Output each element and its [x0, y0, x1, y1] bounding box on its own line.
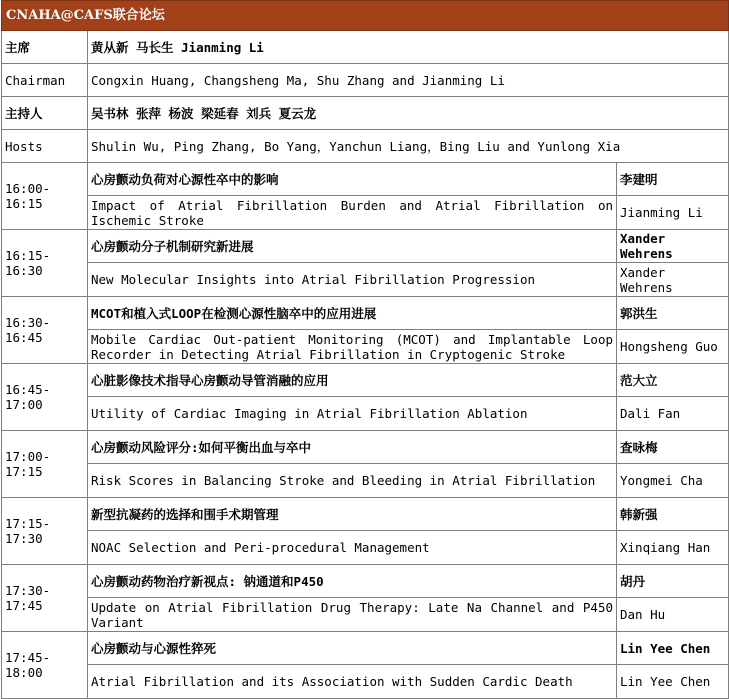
session-time-end: 16:15: [5, 196, 43, 211]
session-cn-row: [2, 498, 729, 531]
session-en-topic: Update on Atrial Fibrillation Drug Therapy: Late Na Channel and P450 Variant: [88, 598, 617, 632]
host-cn-row: [2, 97, 729, 130]
session-en-row: [2, 665, 729, 699]
session-time: [2, 632, 88, 699]
session-time-end: 17:45: [5, 598, 43, 613]
session-time-end: 16:30: [5, 263, 43, 278]
session-time-end: 18:00: [5, 665, 43, 680]
host-en-label: Hosts: [2, 130, 88, 163]
host-cn-label: 主持人: [2, 97, 88, 130]
host-cn-value: 吴书林 张萍 杨波 梁延春 刘兵 夏云龙: [88, 97, 729, 130]
session-time-end: 17:15: [5, 464, 43, 479]
session-time: [2, 565, 88, 632]
session-cn-topic: 心脏影像技术指导心房颤动导管消融的应用: [88, 364, 617, 397]
chair-en-label: Chairman: [2, 64, 88, 97]
session-cn-speaker: 查咏梅: [617, 431, 729, 464]
session-cn-topic: 心房颤动药物治疗新视点: 钠通道和P450: [88, 565, 617, 598]
session-cn-speaker: 李建明: [617, 163, 729, 196]
session-en-row: [2, 196, 729, 230]
session-time: [2, 364, 88, 431]
session-en-row: [2, 598, 729, 632]
session-en-topic: Mobile Cardiac Out-patient Monitoring (MCOT) and Implantable Loop Recorder in Detecting Atrial Fibrillation in Cryptogenic Stroke: [88, 330, 617, 364]
chair-en-value: Congxin Huang, Changsheng Ma, Shu Zhang and Jianming Li: [88, 64, 729, 97]
session-en-topic: Risk Scores in Balancing Stroke and Bleeding in Atrial Fibrillation: [88, 464, 617, 498]
session-cn-speaker: 韩新强: [617, 498, 729, 531]
session-en-row: [2, 397, 729, 431]
session-cn-speaker: 郭洪生: [617, 297, 729, 330]
session-cn-row: [2, 431, 729, 464]
forum-title: CNAHA@CAFS联合论坛: [2, 1, 729, 31]
session-cn-topic: 心房颤动分子机制研究新进展: [88, 230, 617, 263]
session-cn-topic: 新型抗凝药的选择和围手术期管理: [88, 498, 617, 531]
session-en-topic: Utility of Cardiac Imaging in Atrial Fibrillation Ablation: [88, 397, 617, 431]
schedule-table: [1, 0, 729, 699]
session-cn-row: [2, 565, 729, 598]
session-en-row: [2, 531, 729, 565]
session-time-end: 16:45: [5, 330, 43, 345]
session-en-speaker: Xinqiang Han: [617, 531, 729, 565]
session-cn-row: [2, 163, 729, 196]
session-cn-topic: MCOT和植入式LOOP在检测心源性脑卒中的应用进展: [88, 297, 617, 330]
session-en-row: [2, 330, 729, 364]
session-time: [2, 498, 88, 565]
title-row: [2, 1, 729, 31]
host-en-row: [2, 130, 729, 163]
session-time: [2, 431, 88, 498]
session-cn-row: [2, 632, 729, 665]
session-cn-topic: 心房颤动负荷对心源性卒中的影响: [88, 163, 617, 196]
session-time-end: 17:00: [5, 397, 43, 412]
session-cn-topic: 心房颤动风险评分:如何平衡出血与卒中: [88, 431, 617, 464]
session-time-start: 16:30-: [5, 315, 51, 330]
session-en-speaker: Dan Hu: [617, 598, 729, 632]
chair-cn-value: 黄从新 马长生 Jianming Li: [88, 31, 729, 64]
session-cn-row: [2, 230, 729, 263]
session-time-start: 16:15-: [5, 248, 51, 263]
chair-en-row: [2, 64, 729, 97]
session-en-row: [2, 263, 729, 297]
session-time: [2, 163, 88, 230]
host-en-value: Shulin Wu, Ping Zhang, Bo Yang，Yanchun Liang，Bing Liu and Yunlong Xia: [88, 130, 729, 163]
session-cn-speaker: 胡丹: [617, 565, 729, 598]
session-en-topic: New Molecular Insights into Atrial Fibrillation Progression: [88, 263, 617, 297]
session-cn-speaker: Xander Wehrens: [617, 230, 729, 263]
session-time-start: 17:30-: [5, 583, 51, 598]
session-cn-row: [2, 297, 729, 330]
chair-cn-label: 主席: [2, 31, 88, 64]
session-en-speaker: Lin Yee Chen: [617, 665, 729, 699]
session-time-start: 17:45-: [5, 650, 51, 665]
session-en-speaker: Xander Wehrens: [617, 263, 729, 297]
session-cn-speaker: Lin Yee Chen: [617, 632, 729, 665]
session-en-speaker: Yongmei Cha: [617, 464, 729, 498]
session-cn-row: [2, 364, 729, 397]
session-en-speaker: Jianming Li: [617, 196, 729, 230]
session-time: [2, 230, 88, 297]
session-cn-speaker: 范大立: [617, 364, 729, 397]
session-en-topic: Atrial Fibrillation and its Association with Sudden Cardic Death: [88, 665, 617, 699]
session-time: [2, 297, 88, 364]
session-cn-topic: 心房颤动与心源性猝死: [88, 632, 617, 665]
chair-cn-row: [2, 31, 729, 64]
session-en-row: [2, 464, 729, 498]
session-en-topic: Impact of Atrial Fibrillation Burden and Atrial Fibrillation on Ischemic Stroke: [88, 196, 617, 230]
session-time-end: 17:30: [5, 531, 43, 546]
session-en-speaker: Dali Fan: [617, 397, 729, 431]
session-time-start: 16:45-: [5, 382, 51, 397]
session-time-start: 17:00-: [5, 449, 51, 464]
session-en-speaker: Hongsheng Guo: [617, 330, 729, 364]
session-time-start: 17:15-: [5, 516, 51, 531]
session-time-start: 16:00-: [5, 181, 51, 196]
session-en-topic: NOAC Selection and Peri-procedural Management: [88, 531, 617, 565]
